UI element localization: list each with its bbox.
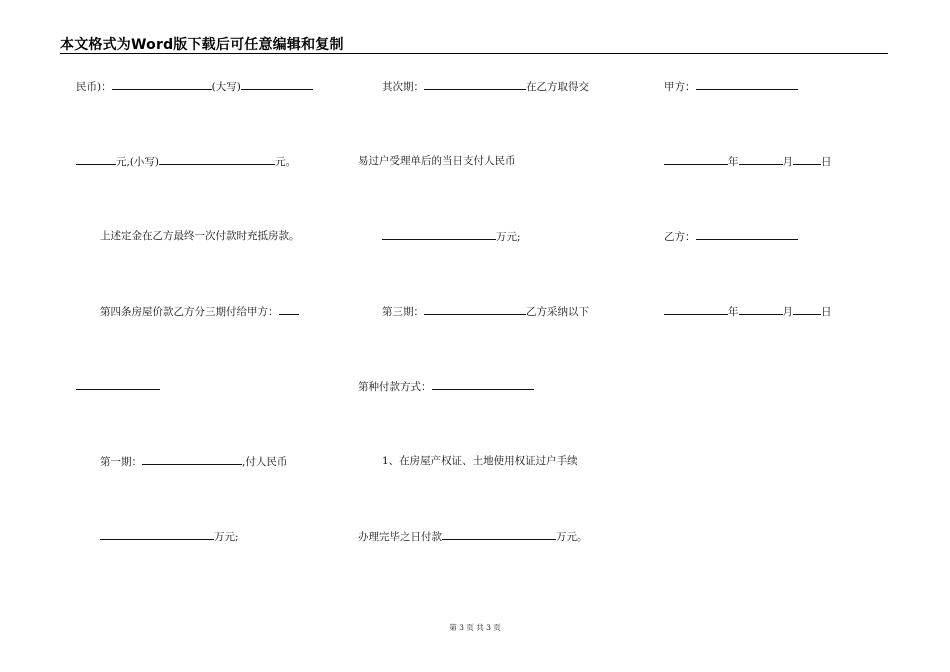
blank-field (664, 304, 728, 315)
blank-field (793, 304, 821, 315)
col1-line-5 (76, 379, 160, 394)
col2-line-3 (382, 229, 521, 244)
col2-line-7 (358, 529, 588, 544)
text: 元,(小写) (116, 156, 160, 168)
text: 第四条房屋价款乙方分三期付给甲方： (100, 306, 279, 318)
text: (大写) (211, 81, 241, 93)
col1-line-7 (100, 529, 239, 544)
text: 万元; (214, 531, 239, 543)
blank-field (142, 454, 242, 465)
blank-field (696, 79, 798, 90)
col3-party-a (664, 79, 798, 94)
col3-date-a (664, 154, 832, 169)
blank-field (100, 529, 214, 540)
text: 第种付款方式： (358, 381, 432, 393)
blank-field (442, 529, 556, 540)
text: 办理完毕之日付款 (358, 531, 442, 543)
blank-field (241, 79, 313, 90)
text: 万元。 (556, 531, 588, 543)
col2-line-1 (382, 79, 589, 94)
text: 在乙方取得交 (526, 81, 589, 93)
blank-field (382, 229, 496, 240)
col2-line-5 (358, 379, 534, 394)
page-number: 第 3 页 共 3 页 (449, 623, 501, 632)
document-header-title: 本文格式为Word版下载后可任意编辑和复制 (60, 37, 344, 53)
text: 第一期： (100, 456, 142, 468)
blank-field (76, 379, 160, 390)
text: 其次期： (382, 81, 424, 93)
text: 月 (782, 306, 793, 318)
col3-date-b (664, 304, 832, 319)
text: 年 (728, 306, 739, 318)
text: 易过户受理单后的当日支付人民币 (358, 155, 516, 167)
col2-line-2 (358, 154, 516, 168)
text: 年 (728, 156, 739, 168)
text: 第三期： (382, 306, 424, 318)
col1-line-1 (76, 79, 313, 94)
text: 元。 (275, 156, 297, 168)
text: 日 (821, 156, 832, 168)
col1-line-2 (76, 154, 296, 169)
blank-field (696, 229, 798, 240)
blank-field (279, 304, 299, 315)
text: 上述定金在乙方最终一次付款时充抵房款。 (100, 230, 300, 242)
col2-line-4 (382, 304, 589, 319)
blank-field (159, 154, 275, 165)
blank-field (432, 379, 534, 390)
text: 甲方： (664, 81, 696, 93)
blank-field (739, 154, 783, 165)
text: 万元; (496, 231, 521, 243)
text: 日 (821, 306, 832, 318)
text: 1、在房屋产权证、土地使用权证过户手续 (382, 455, 578, 467)
blank-field (424, 304, 526, 315)
blank-field (793, 154, 821, 165)
col3-party-b (664, 229, 798, 244)
blank-field (76, 154, 116, 165)
blank-field (112, 79, 212, 90)
col1-line-6 (100, 454, 287, 469)
text: ,付人民币 (242, 456, 288, 468)
text: 乙方： (664, 231, 696, 243)
col1-line-4 (100, 304, 299, 319)
header-divider (60, 53, 888, 54)
blank-field (739, 304, 783, 315)
text: 民币)： (76, 81, 112, 93)
blank-field (424, 79, 526, 90)
col1-line-3 (100, 229, 300, 243)
col2-line-6 (382, 454, 578, 468)
blank-field (664, 154, 728, 165)
text: 乙方采纳以下 (526, 306, 589, 318)
text: 月 (782, 156, 793, 168)
